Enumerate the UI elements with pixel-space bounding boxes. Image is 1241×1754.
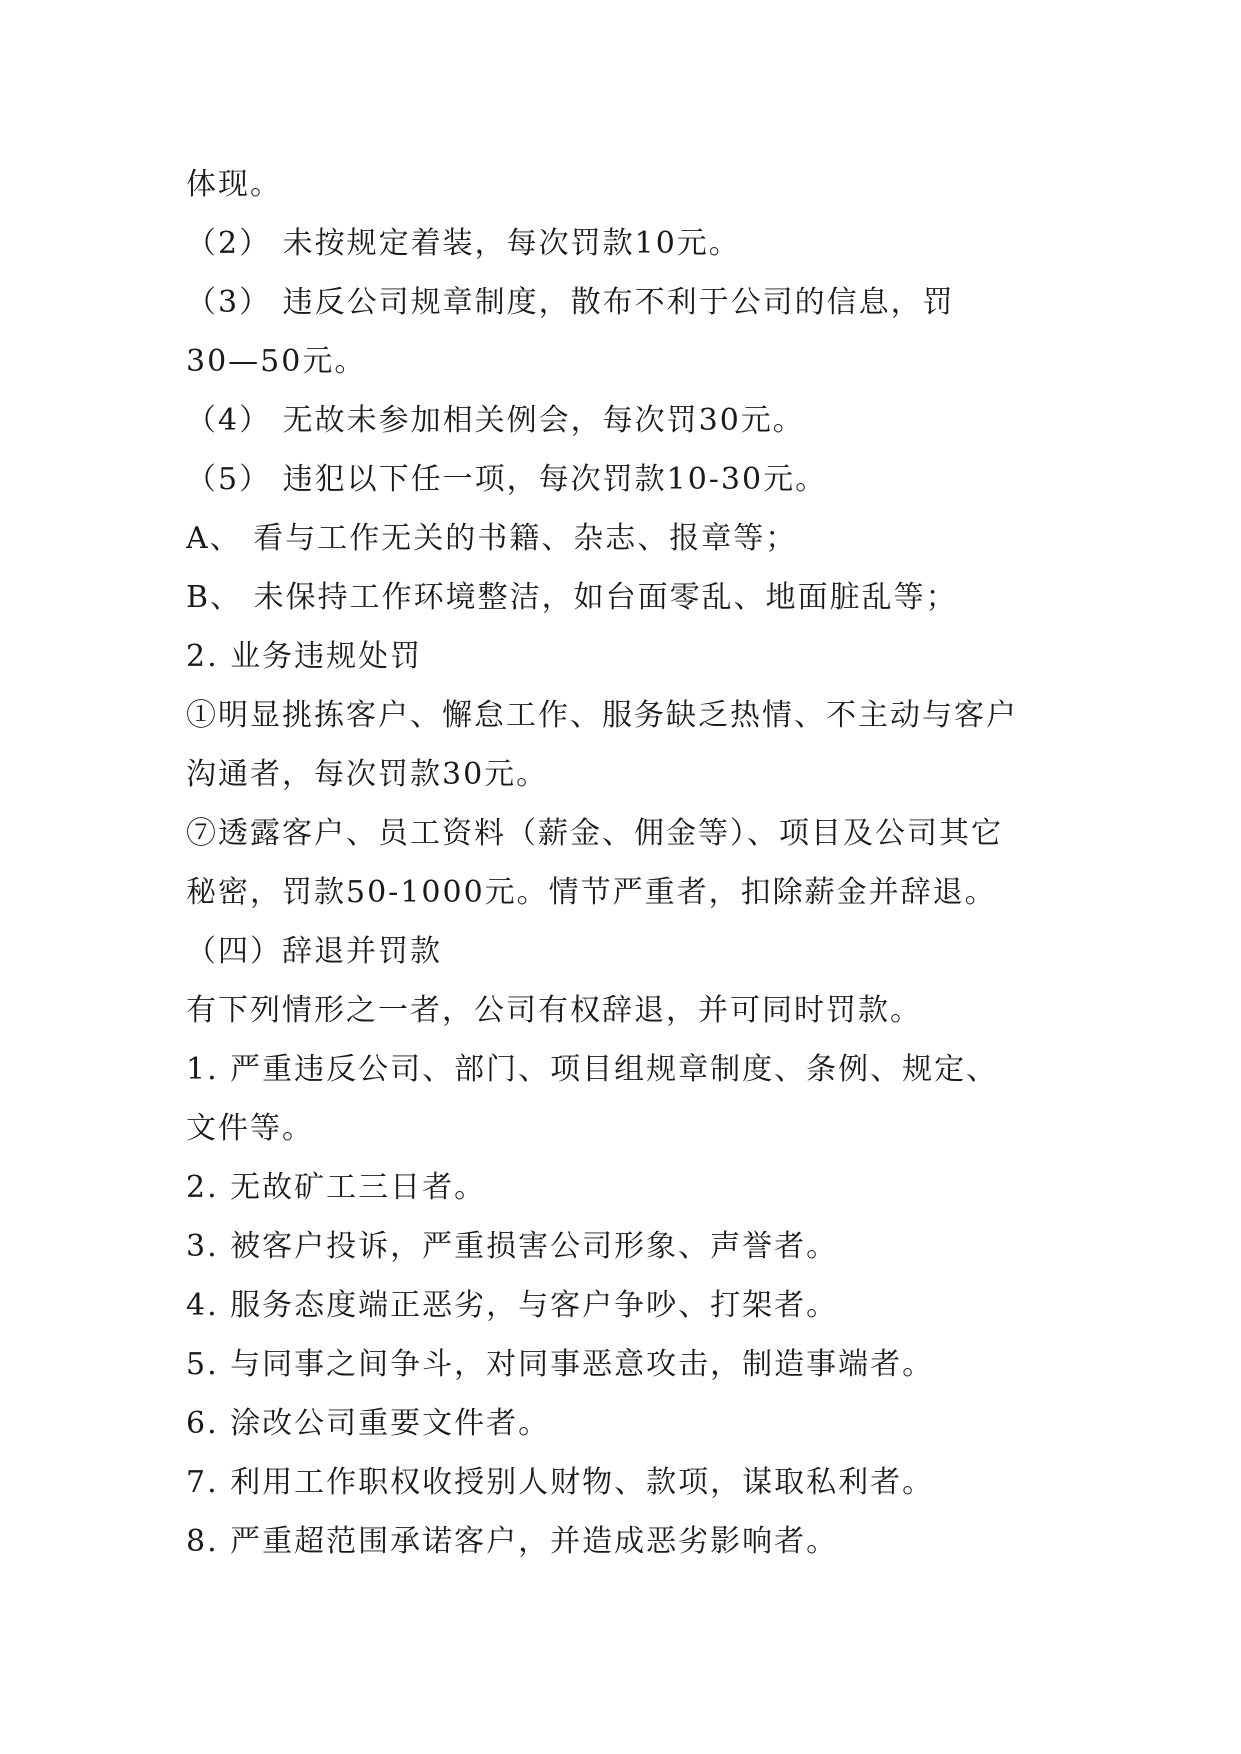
text-line: B、 未保持工作环境整洁，如台面零乱、地面脏乱等； bbox=[186, 580, 958, 615]
text-line: 8. 严重超范围承诺客户，并造成恶劣影响者。 bbox=[186, 1524, 839, 1559]
text-line: （2） 未按规定着装，每次罚款10元。 bbox=[186, 226, 741, 261]
text-line: 7. 利用工作职权收授别人财物、款项，谋取私利者。 bbox=[186, 1465, 935, 1500]
text-line: （4） 无故未参加相关例会，每次罚30元。 bbox=[186, 403, 805, 438]
text-line: （5） 违犯以下任一项，每次罚款10-30元。 bbox=[186, 462, 828, 497]
text-line: ⑦透露客户、员工资料（薪金、佣金等）、项目及公司其它 bbox=[186, 816, 1003, 851]
text-line: 文件等。 bbox=[186, 1111, 314, 1146]
text-line: 2. 业务违规处罚 bbox=[186, 639, 423, 674]
text-line: 沟通者，每次罚款30元。 bbox=[186, 757, 549, 792]
text-line: 体现。 bbox=[186, 167, 282, 202]
text-line: 4. 服务态度端正恶劣，与客户争吵、打架者。 bbox=[186, 1288, 839, 1323]
text-line: 6. 涂改公司重要文件者。 bbox=[186, 1406, 551, 1441]
text-line: 秘密，罚款50-1000元。情节严重者，扣除薪金并辞退。 bbox=[186, 875, 997, 910]
text-line: 3. 被客户投诉，严重损害公司形象、声誉者。 bbox=[186, 1229, 839, 1264]
text-line: 30—50元。 bbox=[186, 344, 367, 379]
text-line: （3） 违反公司规章制度，散布不利于公司的信息，罚 bbox=[186, 285, 955, 320]
text-line: ①明显挑拣客户、懈怠工作、服务缺乏热情、不主动与客户 bbox=[186, 698, 1018, 733]
text-line: （四）辞退并罚款 bbox=[186, 934, 442, 969]
text-line: 1. 严重违反公司、部门、项目组规章制度、条例、规定、 bbox=[186, 1052, 999, 1087]
text-line: 2. 无故矿工三日者。 bbox=[186, 1170, 487, 1205]
text-line: 5. 与同事之间争斗，对同事恶意攻击，制造事端者。 bbox=[186, 1347, 935, 1382]
text-line: 有下列情形之一者，公司有权辞退，并可同时罚款。 bbox=[186, 993, 922, 1028]
text-line: A、 看与工作无关的书籍、杂志、报章等； bbox=[186, 521, 798, 556]
